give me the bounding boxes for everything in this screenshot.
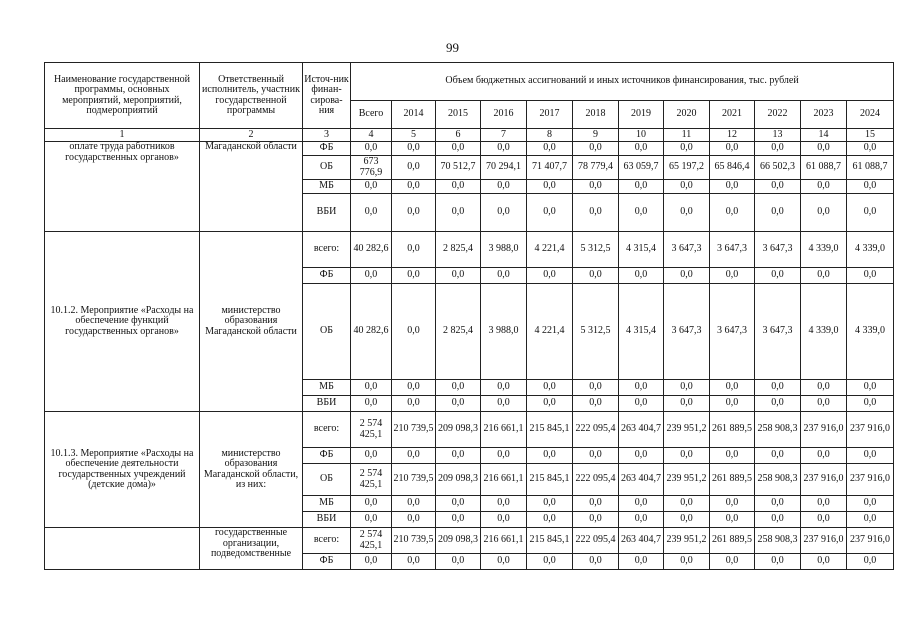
year-value: 4 221,4	[527, 284, 573, 380]
total-value: 0,0	[351, 180, 392, 194]
year-value: 0,0	[573, 554, 619, 570]
year-value: 4 339,0	[801, 232, 847, 268]
year-value: 216 661,1	[481, 412, 527, 448]
year-value: 0,0	[619, 448, 664, 464]
year-value: 0,0	[801, 496, 847, 512]
funding-source: ФБ	[303, 268, 351, 284]
year-value: 0,0	[619, 194, 664, 232]
year-value: 0,0	[710, 142, 755, 156]
funding-source: МБ	[303, 180, 351, 194]
year-value: 215 845,1	[527, 412, 573, 448]
responsible-executor: Магаданской области	[200, 142, 303, 232]
item-name	[45, 528, 200, 570]
header-year: 2015	[436, 101, 481, 129]
year-value: 0,0	[392, 512, 436, 528]
column-number: 5	[392, 129, 436, 142]
year-value: 0,0	[436, 554, 481, 570]
year-value: 0,0	[664, 512, 710, 528]
year-value: 0,0	[436, 496, 481, 512]
funding-source: всего:	[303, 528, 351, 554]
year-value: 0,0	[392, 554, 436, 570]
year-value: 239 951,2	[664, 412, 710, 448]
year-value: 0,0	[573, 396, 619, 412]
year-value: 222 095,4	[573, 464, 619, 496]
column-number: 7	[481, 129, 527, 142]
funding-source: ФБ	[303, 142, 351, 156]
year-value: 0,0	[755, 496, 801, 512]
year-value: 0,0	[527, 194, 573, 232]
funding-source: ВБИ	[303, 512, 351, 528]
year-value: 0,0	[801, 448, 847, 464]
year-value: 0,0	[710, 180, 755, 194]
year-value: 0,0	[664, 194, 710, 232]
year-value: 4 339,0	[801, 284, 847, 380]
year-value: 71 407,7	[527, 156, 573, 180]
year-value: 239 951,2	[664, 528, 710, 554]
year-value: 3 647,3	[755, 232, 801, 268]
column-number: 6	[436, 129, 481, 142]
year-value: 0,0	[527, 380, 573, 396]
year-value: 65 846,4	[710, 156, 755, 180]
year-value: 0,0	[710, 496, 755, 512]
year-value: 0,0	[573, 496, 619, 512]
year-value: 4 221,4	[527, 232, 573, 268]
year-value: 0,0	[619, 512, 664, 528]
year-value: 0,0	[755, 554, 801, 570]
year-value: 0,0	[527, 142, 573, 156]
year-value: 0,0	[801, 512, 847, 528]
year-value: 0,0	[710, 396, 755, 412]
year-value: 63 059,7	[619, 156, 664, 180]
column-number: 14	[801, 129, 847, 142]
year-value: 237 916,0	[801, 528, 847, 554]
year-value: 2 825,4	[436, 284, 481, 380]
year-value: 0,0	[392, 180, 436, 194]
header-responsible: Ответственный исполнитель, участник государственной программы	[200, 63, 303, 129]
header-year: 2020	[664, 101, 710, 129]
total-value: 0,0	[351, 496, 392, 512]
total-value: 0,0	[351, 380, 392, 396]
year-value: 0,0	[392, 194, 436, 232]
header-year: 2016	[481, 101, 527, 129]
year-value: 0,0	[847, 180, 894, 194]
header-year: 2021	[710, 101, 755, 129]
year-value: 0,0	[664, 554, 710, 570]
year-value: 0,0	[801, 142, 847, 156]
year-value: 0,0	[481, 194, 527, 232]
year-value: 239 951,2	[664, 464, 710, 496]
page-number: 99	[446, 40, 459, 55]
year-value: 0,0	[755, 268, 801, 284]
year-value: 261 889,5	[710, 464, 755, 496]
item-name: 10.1.2. Мероприятие «Расходы на обеспечение функций государственных органов»	[45, 232, 200, 412]
budget-table	[44, 62, 894, 570]
year-value: 0,0	[755, 448, 801, 464]
year-value: 210 739,5	[392, 412, 436, 448]
year-value: 263 404,7	[619, 464, 664, 496]
table-row	[45, 528, 894, 554]
total-value: 40 282,6	[351, 284, 392, 380]
header-year: 2017	[527, 101, 573, 129]
year-value: 0,0	[619, 268, 664, 284]
total-value: 40 282,6	[351, 232, 392, 268]
year-value: 209 098,3	[436, 528, 481, 554]
year-value: 0,0	[710, 448, 755, 464]
year-value: 215 845,1	[527, 464, 573, 496]
year-value: 0,0	[392, 156, 436, 180]
funding-source: ОБ	[303, 156, 351, 180]
year-value: 3 647,3	[755, 284, 801, 380]
responsible-executor: государственные организации, подведомственные	[200, 528, 303, 570]
year-value: 0,0	[392, 142, 436, 156]
year-value: 0,0	[801, 380, 847, 396]
year-value: 0,0	[573, 380, 619, 396]
year-value: 237 916,0	[801, 412, 847, 448]
year-value: 215 845,1	[527, 528, 573, 554]
year-value: 0,0	[392, 496, 436, 512]
funding-source: ВБИ	[303, 396, 351, 412]
year-value: 0,0	[847, 512, 894, 528]
year-value: 209 098,3	[436, 412, 481, 448]
year-value: 0,0	[573, 512, 619, 528]
year-value: 263 404,7	[619, 412, 664, 448]
year-value: 0,0	[481, 380, 527, 396]
year-value: 0,0	[436, 512, 481, 528]
year-value: 0,0	[755, 194, 801, 232]
total-value: 2 574 425,1	[351, 464, 392, 496]
funding-source: МБ	[303, 496, 351, 512]
year-value: 0,0	[527, 496, 573, 512]
year-value: 0,0	[573, 142, 619, 156]
year-value: 0,0	[573, 268, 619, 284]
year-value: 0,0	[481, 396, 527, 412]
year-value: 0,0	[392, 380, 436, 396]
year-value: 0,0	[710, 554, 755, 570]
year-value: 0,0	[481, 142, 527, 156]
year-value: 0,0	[573, 180, 619, 194]
item-name: 10.1.3. Мероприятие «Расходы на обеспечение деятельности государственных учреждений (детские дома)»	[45, 412, 200, 528]
header-total: Всего	[351, 101, 392, 129]
year-value: 0,0	[619, 142, 664, 156]
year-value: 0,0	[481, 180, 527, 194]
year-value: 0,0	[527, 554, 573, 570]
total-value: 0,0	[351, 268, 392, 284]
year-value: 0,0	[664, 448, 710, 464]
year-value: 0,0	[664, 380, 710, 396]
year-value: 0,0	[619, 180, 664, 194]
year-value: 0,0	[436, 142, 481, 156]
funding-source: ОБ	[303, 284, 351, 380]
year-value: 0,0	[481, 448, 527, 464]
year-value: 0,0	[481, 554, 527, 570]
year-value: 0,0	[481, 512, 527, 528]
funding-source: ВБИ	[303, 194, 351, 232]
year-value: 0,0	[664, 396, 710, 412]
item-name: оплате труда работников государственных органов»	[45, 142, 200, 232]
funding-source: всего:	[303, 412, 351, 448]
column-number: 9	[573, 129, 619, 142]
total-value: 0,0	[351, 396, 392, 412]
total-value: 2 574 425,1	[351, 412, 392, 448]
header-name: Наименование государственной программы, основных мероприятий, мероприятий, подмероприятий	[45, 63, 200, 129]
header-source: Источ-ник финан-сирова-ния	[303, 63, 351, 129]
year-value: 0,0	[710, 194, 755, 232]
year-value: 61 088,7	[847, 156, 894, 180]
year-value: 66 502,3	[755, 156, 801, 180]
year-value: 237 916,0	[847, 528, 894, 554]
year-value: 3 988,0	[481, 232, 527, 268]
year-value: 0,0	[481, 496, 527, 512]
year-value: 210 739,5	[392, 464, 436, 496]
column-number: 8	[527, 129, 573, 142]
total-value: 0,0	[351, 554, 392, 570]
year-value: 4 315,4	[619, 232, 664, 268]
year-value: 209 098,3	[436, 464, 481, 496]
header-year: 2019	[619, 101, 664, 129]
year-value: 222 095,4	[573, 412, 619, 448]
year-value: 237 916,0	[847, 464, 894, 496]
year-value: 0,0	[847, 268, 894, 284]
year-value: 0,0	[527, 448, 573, 464]
year-value: 0,0	[801, 554, 847, 570]
total-value: 0,0	[351, 194, 392, 232]
column-number: 13	[755, 129, 801, 142]
total-value: 673 776,9	[351, 156, 392, 180]
year-value: 261 889,5	[710, 412, 755, 448]
funding-source: ОБ	[303, 464, 351, 496]
year-value: 0,0	[436, 396, 481, 412]
year-value: 258 908,3	[755, 464, 801, 496]
year-value: 222 095,4	[573, 528, 619, 554]
year-value: 0,0	[392, 284, 436, 380]
column-number: 4	[351, 129, 392, 142]
column-number: 3	[303, 129, 351, 142]
year-value: 0,0	[619, 496, 664, 512]
year-value: 5 312,5	[573, 232, 619, 268]
year-value: 78 779,4	[573, 156, 619, 180]
responsible-executor: министерство образования Магаданской области, из них:	[200, 412, 303, 528]
column-number: 1	[45, 129, 200, 142]
column-number: 15	[847, 129, 894, 142]
year-value: 0,0	[392, 232, 436, 268]
year-value: 237 916,0	[801, 464, 847, 496]
year-value: 0,0	[527, 268, 573, 284]
year-value: 0,0	[664, 180, 710, 194]
year-value: 0,0	[847, 380, 894, 396]
total-value: 0,0	[351, 142, 392, 156]
year-value: 0,0	[573, 194, 619, 232]
year-value: 0,0	[619, 396, 664, 412]
year-value: 0,0	[392, 396, 436, 412]
year-value: 0,0	[664, 268, 710, 284]
year-value: 0,0	[847, 142, 894, 156]
year-value: 0,0	[710, 512, 755, 528]
total-value: 0,0	[351, 448, 392, 464]
year-value: 3 647,3	[710, 284, 755, 380]
funding-source: ФБ	[303, 448, 351, 464]
year-value: 0,0	[710, 268, 755, 284]
year-value: 0,0	[755, 396, 801, 412]
year-value: 0,0	[847, 396, 894, 412]
year-value: 3 647,3	[664, 284, 710, 380]
year-value: 0,0	[755, 380, 801, 396]
year-value: 0,0	[436, 268, 481, 284]
year-value: 237 916,0	[847, 412, 894, 448]
year-value: 4 339,0	[847, 232, 894, 268]
year-value: 261 889,5	[710, 528, 755, 554]
year-value: 2 825,4	[436, 232, 481, 268]
year-value: 216 661,1	[481, 528, 527, 554]
header-year: 2022	[755, 101, 801, 129]
total-value: 0,0	[351, 512, 392, 528]
year-value: 0,0	[710, 380, 755, 396]
funding-source: МБ	[303, 380, 351, 396]
year-value: 3 647,3	[710, 232, 755, 268]
year-value: 65 197,2	[664, 156, 710, 180]
table-row	[45, 232, 894, 268]
year-value: 0,0	[573, 448, 619, 464]
year-value: 4 315,4	[619, 284, 664, 380]
year-value: 0,0	[847, 194, 894, 232]
year-value: 0,0	[527, 512, 573, 528]
year-value: 70 512,7	[436, 156, 481, 180]
year-value: 61 088,7	[801, 156, 847, 180]
column-number: 2	[200, 129, 303, 142]
year-value: 258 908,3	[755, 528, 801, 554]
year-value: 0,0	[436, 194, 481, 232]
year-value: 0,0	[619, 380, 664, 396]
year-value: 0,0	[392, 268, 436, 284]
funding-source: всего:	[303, 232, 351, 268]
year-value: 0,0	[527, 180, 573, 194]
total-value: 2 574 425,1	[351, 528, 392, 554]
year-value: 0,0	[755, 512, 801, 528]
year-value: 0,0	[801, 180, 847, 194]
table-row	[45, 412, 894, 448]
year-value: 0,0	[847, 496, 894, 512]
column-number: 12	[710, 129, 755, 142]
year-value: 0,0	[481, 268, 527, 284]
year-value: 3 647,3	[664, 232, 710, 268]
year-value: 0,0	[847, 448, 894, 464]
year-value: 0,0	[664, 496, 710, 512]
year-value: 210 739,5	[392, 528, 436, 554]
column-number: 10	[619, 129, 664, 142]
header-year: 2024	[847, 101, 894, 129]
year-value: 0,0	[801, 268, 847, 284]
year-value: 258 908,3	[755, 412, 801, 448]
year-value: 0,0	[755, 142, 801, 156]
year-value: 263 404,7	[619, 528, 664, 554]
year-value: 216 661,1	[481, 464, 527, 496]
header-year: 2023	[801, 101, 847, 129]
year-value: 70 294,1	[481, 156, 527, 180]
year-value: 4 339,0	[847, 284, 894, 380]
year-value: 0,0	[801, 194, 847, 232]
header-year: 2018	[573, 101, 619, 129]
year-value: 0,0	[392, 448, 436, 464]
year-value: 3 988,0	[481, 284, 527, 380]
year-value: 0,0	[664, 142, 710, 156]
year-value: 0,0	[619, 554, 664, 570]
year-value: 0,0	[527, 396, 573, 412]
header-year: 2014	[392, 101, 436, 129]
column-number: 11	[664, 129, 710, 142]
year-value: 5 312,5	[573, 284, 619, 380]
responsible-executor: министерство образования Магаданской области	[200, 232, 303, 412]
year-value: 0,0	[755, 180, 801, 194]
table-row	[45, 142, 894, 156]
year-value: 0,0	[436, 448, 481, 464]
funding-source: ФБ	[303, 554, 351, 570]
year-value: 0,0	[847, 554, 894, 570]
year-value: 0,0	[801, 396, 847, 412]
year-value: 0,0	[436, 180, 481, 194]
year-value: 0,0	[436, 380, 481, 396]
header-volume: Объем бюджетных ассигнований и иных источников финансирования, тыс. рублей	[351, 63, 894, 101]
